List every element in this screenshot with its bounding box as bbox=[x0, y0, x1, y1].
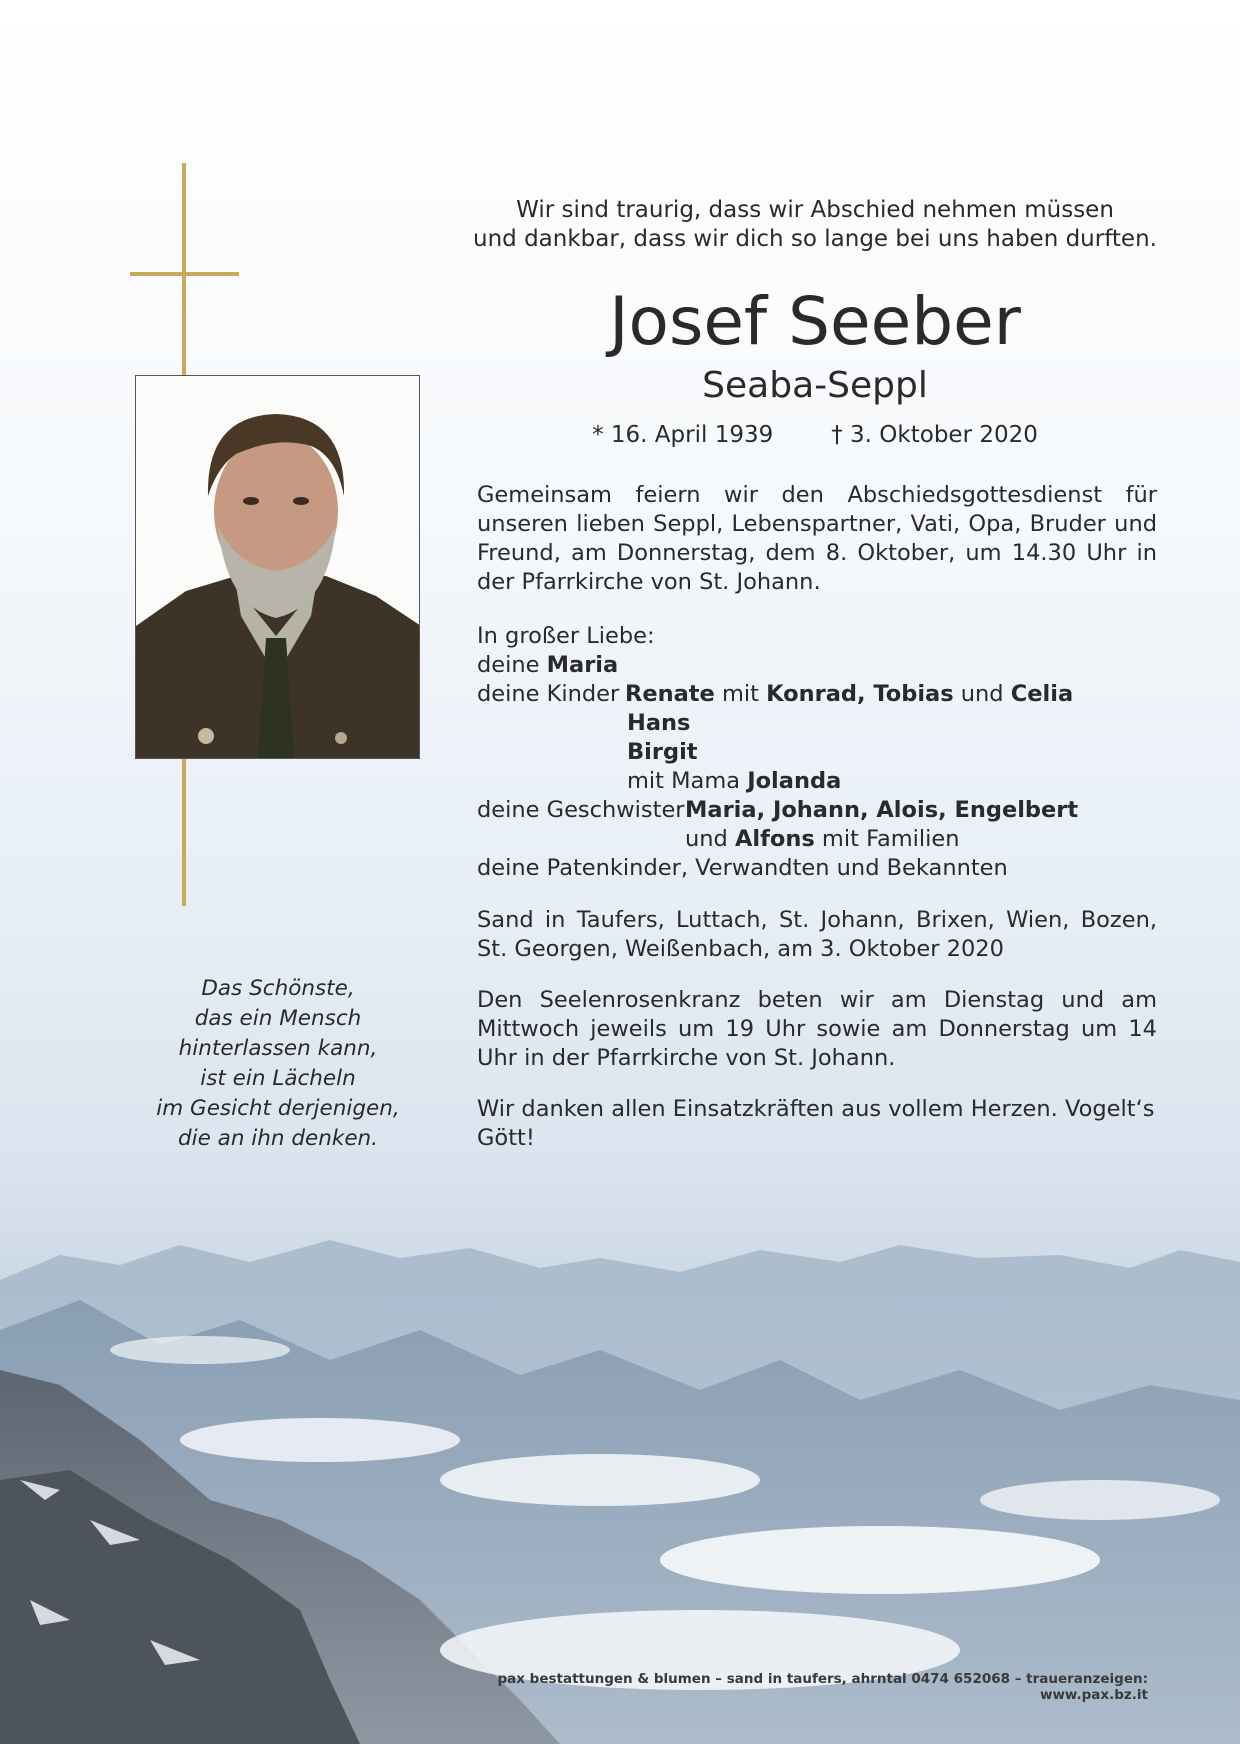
und-text-2: und bbox=[685, 826, 728, 852]
family-siblings bbox=[477, 796, 1177, 825]
mother-name: Jolanda bbox=[747, 768, 842, 794]
memorial-quote bbox=[135, 974, 421, 1154]
family-wife bbox=[477, 651, 1177, 680]
grandchildren-b: Celia bbox=[1010, 681, 1074, 707]
thanks-line: Wir danken allen Einsatzkräften aus vollem Herzen. Vogelt‘s Gött! bbox=[477, 1096, 1155, 1151]
family-mother bbox=[477, 767, 1177, 796]
deceased-name: Josef Seeber bbox=[609, 283, 1021, 360]
children-label: deine Kinder bbox=[477, 681, 620, 707]
family-intro: In großer Liebe: bbox=[477, 623, 655, 649]
wife-name: Maria bbox=[546, 652, 619, 678]
und-text: und bbox=[960, 681, 1004, 707]
siblings-names: Maria, Johann, Alois, Engelbert bbox=[685, 797, 1079, 823]
footer-imprint: pax bestattungen & blumen – sand in taufers, ahrntal 0474 652068 – traueranzeigen: www.pax.bz.it bbox=[497, 1671, 1148, 1703]
quote-line: im Gesicht derjenigen, bbox=[156, 1096, 400, 1121]
rosary-info: Den Seelenrosenkranz beten wir am Dienstag und am Mittwoch jeweils um 19 Uhr sowie am Donnerstag um 14 Uhr in der Pfarrkirche von St. Johann. bbox=[477, 987, 1157, 1071]
family-list bbox=[477, 622, 1177, 883]
family-siblings-2 bbox=[477, 825, 1177, 854]
life-dates bbox=[470, 420, 1160, 450]
intro-line-1: Wir sind traurig, dass wir Abschied nehmen müssen bbox=[516, 197, 1114, 223]
quote-line: das ein Mensch bbox=[194, 1006, 362, 1031]
death-date: † 3. Oktober 2020 bbox=[831, 422, 1038, 448]
siblings-label: deine Geschwister bbox=[477, 797, 685, 823]
mit-familien-text: mit Familien bbox=[821, 826, 960, 852]
birth-date: * 16. April 1939 bbox=[592, 422, 774, 448]
child-hans: Hans bbox=[627, 710, 691, 736]
sibling-alfons: Alfons bbox=[734, 826, 815, 852]
grandchildren-a: Konrad, Tobias bbox=[766, 681, 954, 707]
child-renate: Renate bbox=[625, 681, 715, 707]
intro-verse bbox=[470, 196, 1160, 254]
family-others: deine Patenkinder, Verwandten und Bekannten bbox=[477, 855, 1008, 881]
quote-line: Das Schönste, bbox=[201, 976, 355, 1001]
places-date: Sand in Taufers, Luttach, St. Johann, Brixen, Wien, Bozen, St. Georgen, Weißenbach, am 3. Oktober 2020 bbox=[477, 907, 1157, 962]
child-birgit: Birgit bbox=[627, 739, 698, 765]
quote-line: hinterlassen kann, bbox=[178, 1036, 378, 1061]
service-announcement: Gemeinsam feiern wir den Abschiedsgottesdienst für unseren lieben Seppl, Lebenspartner, Vati, Opa, Bruder und Freund, am Donnerstag, dem 8. Oktober, um 14.30 Uhr in der Pfarrkirche von St. Johann. bbox=[477, 482, 1157, 595]
cross-bar bbox=[130, 272, 239, 276]
mit-text: mit bbox=[721, 681, 759, 707]
deceased-nickname: Seaba-Seppl bbox=[702, 365, 928, 406]
intro-line-2: und dankbar, dass wir dich so lange bei uns haben durften. bbox=[473, 226, 1157, 252]
wife-label: deine bbox=[477, 652, 540, 678]
quote-line: ist ein Lächeln bbox=[200, 1066, 356, 1091]
mit-mama-text: mit Mama bbox=[627, 768, 741, 794]
quote-line: die an ihn denken. bbox=[177, 1126, 379, 1151]
family-child-birgit bbox=[477, 738, 1177, 767]
family-children bbox=[477, 680, 1177, 709]
family-child-hans bbox=[477, 709, 1177, 738]
portrait-photo bbox=[135, 375, 420, 759]
